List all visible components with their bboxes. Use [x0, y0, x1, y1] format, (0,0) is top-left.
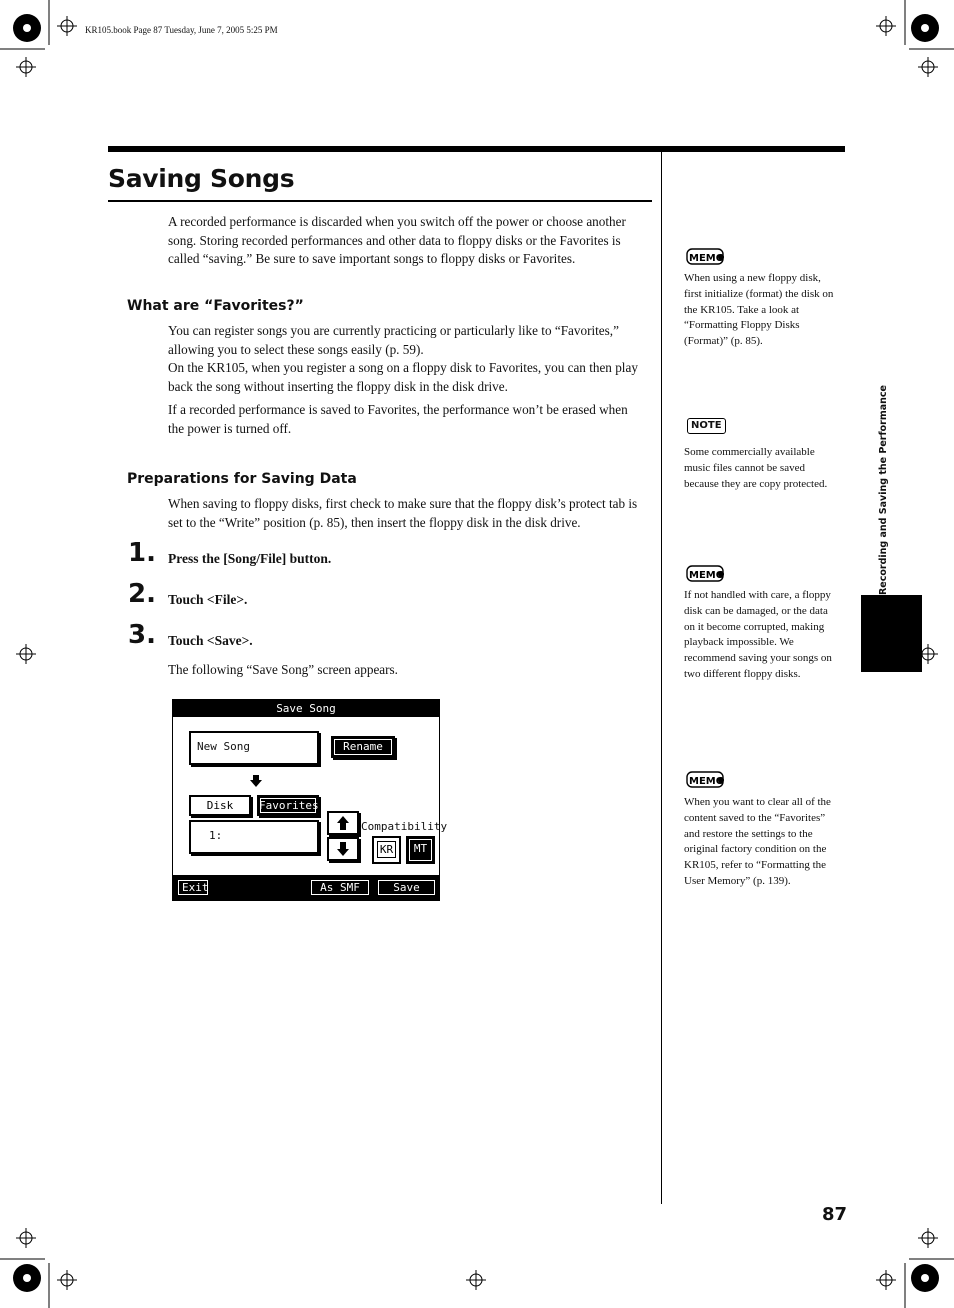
intro-paragraph: A recorded performance is discarded when you switch off the power or choose another song. Storing recorded performances and other data to floppy disks or the Favorites is called “saving.” Be sure to save important songs to floppy disks or Favorites. — [168, 214, 626, 267]
arrow-up-icon — [337, 816, 349, 830]
note-text-1: Some commercially available music files cannot be saved because they are copy protected. — [684, 446, 828, 490]
chapter-label: Recording and Saving the Performance — [878, 385, 889, 596]
compatibility-label: Compatibility — [361, 820, 448, 833]
slot-value: 1: — [209, 829, 223, 842]
memo-note-2: If not handled with care, a floppy disk can be damaged, or the data on it become corrupted, making playback impossible. We recommend saving your songs on two different floppy disks. — [684, 589, 832, 680]
scroll-up-button[interactable] — [327, 811, 359, 835]
step-number: 2. — [128, 579, 156, 609]
arrow-down-icon — [337, 842, 349, 856]
favorites-paragraph-3: If a recorded performance is saved to Favorites, the performance won’t be erased when the power is turned off. — [168, 402, 628, 436]
song-name-field[interactable] — [189, 731, 319, 765]
page-number: 87 — [822, 1204, 848, 1225]
step-number: 3. — [128, 620, 156, 650]
memo-note-3: When you want to clear all of the content saved to the “Favorites” and restore the settings to the original factory condition on the KR105, refer to “Formatting the User Memory” (p. 139). — [684, 796, 831, 887]
song-name-value: New Song — [197, 740, 250, 753]
top-rule — [108, 146, 845, 152]
slot-field[interactable] — [189, 820, 319, 854]
exit-button[interactable]: Exit — [175, 877, 211, 898]
memo-icon — [686, 771, 726, 789]
step-number: 1. — [128, 538, 156, 568]
title-underline — [108, 200, 652, 202]
mt-format-button[interactable]: MT — [406, 836, 435, 864]
step-text: Press the [Song/File] button. — [168, 551, 332, 566]
print-info: KR105.book Page 87 Tuesday, June 7, 2005 5:25 PM — [85, 25, 278, 35]
memo-label: MEMO — [689, 253, 725, 264]
favorites-heading: What are “Favorites?” — [127, 298, 304, 314]
rename-button[interactable]: Rename — [331, 736, 395, 758]
memo-label: MEMO — [689, 776, 725, 787]
column-divider — [661, 152, 662, 1204]
step-text: Touch <Save>. — [168, 633, 253, 648]
save-song-screen — [172, 699, 448, 901]
favorites-paragraph-1: You can register songs you are currently practicing or particularly like to “Favorites,” allowing you to select these songs easily (p. 59). — [168, 323, 619, 357]
chapter-tab — [861, 595, 922, 672]
memo-icon — [686, 565, 726, 583]
memo-icon — [686, 248, 726, 266]
step-text: Touch <File>. — [168, 592, 248, 607]
favorites-paragraph-2: On the KR105, when you register a song on a floppy disk to Favorites, you can then play back the song without inserting the floppy disk in the disk drive. — [168, 360, 638, 394]
favorites-tab[interactable]: Favorites — [257, 795, 319, 816]
screen-caption: The following “Save Song” screen appears. — [168, 662, 398, 677]
note-icon: NOTE — [687, 418, 726, 434]
scroll-down-button[interactable] — [327, 837, 359, 861]
disk-tab[interactable]: Disk — [189, 795, 251, 816]
page-title: Saving Songs — [108, 164, 295, 193]
as-smf-button[interactable]: As SMF — [308, 877, 372, 898]
arrow-down-icon — [250, 775, 262, 787]
preparations-paragraph: When saving to floppy disks, first check to make sure that the floppy disk’s protect tab is set to the “Write” position (p. 85), then insert the floppy disk in the disk drive. — [168, 496, 638, 530]
kr-format-button[interactable] — [372, 836, 401, 864]
screen-title: Save Song — [173, 700, 439, 717]
kr-label: KR — [377, 841, 396, 858]
memo-note-1: When using a new floppy disk, first initialize (format) the disk on the KR105. Take a look at “Formatting Floppy Disks (Format)” (p. 85). — [684, 272, 834, 348]
save-button[interactable]: Save — [375, 877, 438, 898]
memo-label: MEMO — [689, 570, 725, 581]
preparations-heading: Preparations for Saving Data — [127, 471, 357, 487]
